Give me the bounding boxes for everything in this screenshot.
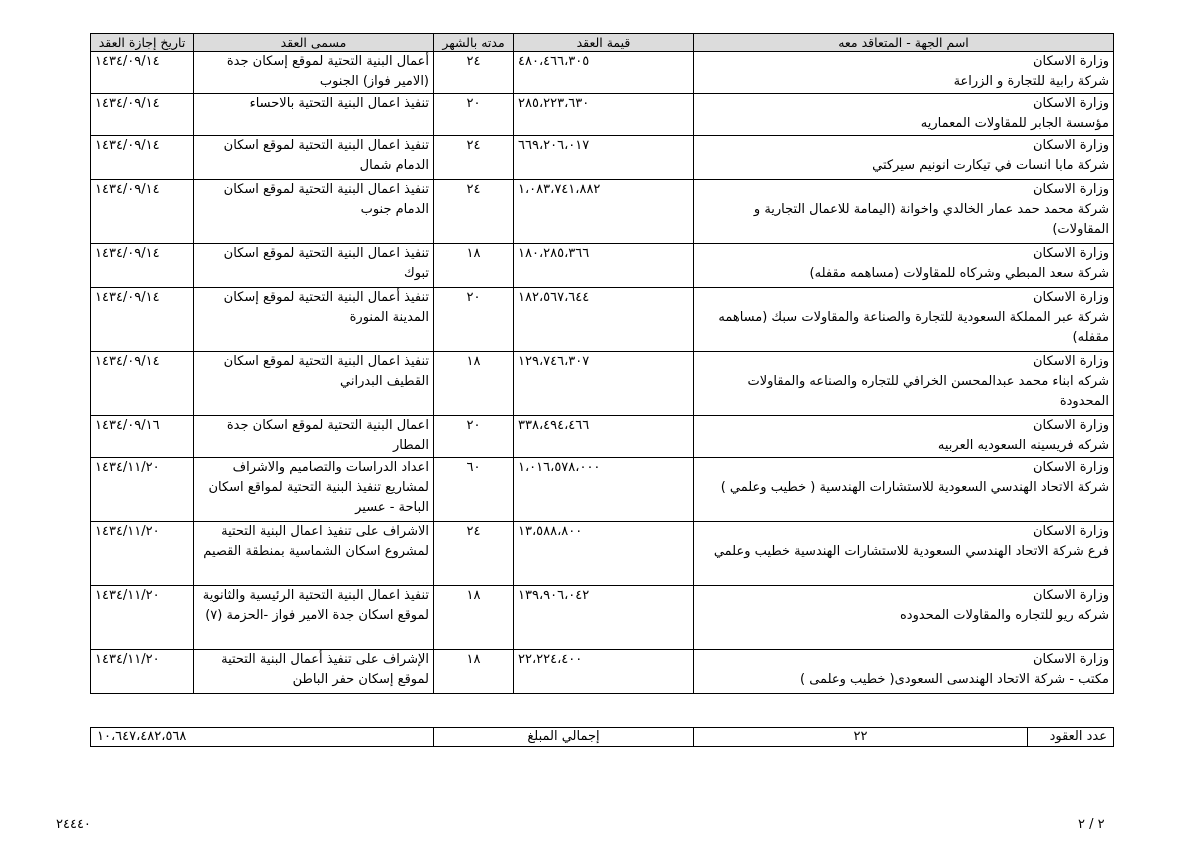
approval-date-cell: ١٤٣٤/٠٩/١٤ — [91, 288, 194, 352]
contract-name-cell: اعداد الدراسات والتصاميم والاشراف لمشاريع تنفيذ البنية التحتية لمواقع اسكان الباحة - عسير — [194, 458, 434, 522]
approval-date-cell: ١٤٣٤/٠٩/١٤ — [91, 244, 194, 288]
duration-cell: ١٨ — [434, 650, 514, 694]
party-cell — [694, 522, 1114, 586]
contractor-name: مكتب - شركة الاتحاد الهندسى السعودى( خطيب وعلمى ) — [800, 672, 1109, 687]
party-cell — [694, 458, 1114, 522]
contractor-name: شركه فريسينه السعوديه العربيه — [937, 438, 1109, 453]
contract-value-cell: ٢٨٥،٢٢٣،٦٣٠ — [514, 94, 694, 136]
duration-cell: ٢٠ — [434, 94, 514, 136]
ministry-name: وزارة الاسكان — [1033, 54, 1109, 69]
party-cell — [694, 52, 1114, 94]
contract-name-cell: تنفيذ اعمال البنية التحتية لموقع اسكان تبوك — [194, 244, 434, 288]
ministry-name: وزارة الاسكان — [1033, 418, 1109, 433]
summary-row — [91, 728, 1114, 747]
party-cell — [694, 244, 1114, 288]
table-row — [91, 458, 1114, 522]
header-months: مدته بالشهر — [434, 34, 514, 52]
approval-date-cell: ١٤٣٤/٠٩/١٤ — [91, 52, 194, 94]
table-row — [91, 52, 1114, 94]
summary-table — [90, 727, 1114, 747]
duration-cell: ١٨ — [434, 244, 514, 288]
ministry-name: وزارة الاسكان — [1033, 96, 1109, 111]
table-row — [91, 650, 1114, 694]
approval-date-cell: ١٤٣٤/١١/٢٠ — [91, 522, 194, 586]
header-value: قيمة العقد — [514, 34, 694, 52]
contract-value-cell: ١٨٢،٥٦٧،٦٤٤ — [514, 288, 694, 352]
contract-value-cell: ١٣٩،٩٠٦،٠٤٢ — [514, 586, 694, 650]
total-amount-label: إجمالي المبلغ — [434, 728, 694, 747]
table-row — [91, 94, 1114, 136]
party-cell — [694, 180, 1114, 244]
contractor-name: فرع شركة الاتحاد الهندسي السعودية للاستشارات الهندسية خطيب وعلمي — [713, 544, 1109, 559]
ministry-name: وزارة الاسكان — [1033, 290, 1109, 305]
table-row — [91, 586, 1114, 650]
contractor-name: شركه ريو للتجاره والمقاولات المحدوده — [899, 608, 1109, 623]
contract-value-cell: ١،٠٨٣،٧٤١،٨٨٢ — [514, 180, 694, 244]
party-cell — [694, 352, 1114, 416]
ministry-name: وزارة الاسكان — [1033, 588, 1109, 603]
approval-date-cell: ١٤٣٤/٠٩/١٤ — [91, 136, 194, 180]
contractor-name: شركة الاتحاد الهندسي السعودية للاستشارات الهندسية ( خطيب وعلمي ) — [720, 480, 1109, 495]
contract-value-cell: ٣٣٨،٤٩٤،٤٦٦ — [514, 416, 694, 458]
contract-name-cell: أعمال البنية التحتية لموقع إسكان جدة (الامير فواز) الجنوب — [194, 52, 434, 94]
ministry-name: وزارة الاسكان — [1033, 138, 1109, 153]
contract-value-cell: ٢٢،٢٢٤،٤٠٠ — [514, 650, 694, 694]
approval-date-cell: ١٤٣٤/٠٩/١٤ — [91, 180, 194, 244]
duration-cell: ٢٠ — [434, 288, 514, 352]
contract-name-cell: الاشراف على تنفيذ اعمال البنية التحتية لمشروع اسكان الشماسية بمنطقة القصيم — [194, 522, 434, 586]
contract-name-cell: تنفيذ اعمال البنية التحتية الرئيسية والثانوية لموقع اسكان جدة الامير فواز -الحزمة (٧) — [194, 586, 434, 650]
ministry-name: وزارة الاسكان — [1033, 460, 1109, 475]
duration-cell: ١٨ — [434, 352, 514, 416]
ministry-name: وزارة الاسكان — [1033, 182, 1109, 197]
party-cell — [694, 94, 1114, 136]
contract-name-cell: تنفيذ اعمال البنية التحتية لموقع اسكان الدمام جنوب — [194, 180, 434, 244]
duration-cell: ٢٤ — [434, 180, 514, 244]
table-body — [91, 52, 1114, 694]
duration-cell: ٢٤ — [434, 136, 514, 180]
contracts-table — [90, 33, 1114, 694]
duration-cell: ٢٠ — [434, 416, 514, 458]
contract-value-cell: ١٨٠،٢٨٥،٣٦٦ — [514, 244, 694, 288]
contractor-name: مؤسسة الجابر للمقاولات المعماريه — [920, 116, 1109, 131]
table-row — [91, 352, 1114, 416]
contractor-name: شركة سعد المبطي وشركاه للمقاولات (مساهمه مقفله) — [809, 266, 1109, 281]
ministry-name: وزارة الاسكان — [1033, 246, 1109, 261]
duration-cell: ١٨ — [434, 586, 514, 650]
duration-cell: ٦٠ — [434, 458, 514, 522]
approval-date-cell: ١٤٣٤/٠٩/١٤ — [91, 352, 194, 416]
header-contract-name: مسمى العقد — [194, 34, 434, 52]
footer-code: ٢٤٤٤٠ — [56, 817, 91, 832]
header-party: اسم الجهة - المتعاقد معه — [694, 34, 1114, 52]
contract-value-cell: ١،٠١٦،٥٧٨،٠٠٠ — [514, 458, 694, 522]
contract-value-cell: ٤٨٠،٤٦٦،٣٠٥ — [514, 52, 694, 94]
contract-value-cell: ١٣،٥٨٨،٨٠٠ — [514, 522, 694, 586]
contractor-name: شركة مابا انسات في تيكارت انونيم سيركتي — [872, 158, 1109, 173]
contract-name-cell: تنفيذ أعمال البنية التحتية لموقع إسكان المدينة المنورة — [194, 288, 434, 352]
contract-name-cell: تنفيذ اعمال البنية التحتية لموقع اسكان القطيف البدراني — [194, 352, 434, 416]
page-number: ٢ / ٢ — [1078, 817, 1105, 832]
party-cell — [694, 288, 1114, 352]
duration-cell: ٢٤ — [434, 522, 514, 586]
approval-date-cell: ١٤٣٤/٠٩/١٤ — [91, 94, 194, 136]
contract-name-cell: تنفيذ اعمال البنية التحتية لموقع اسكان الدمام شمال — [194, 136, 434, 180]
approval-date-cell: ١٤٣٤/١١/٢٠ — [91, 458, 194, 522]
contract-name-cell: الإشراف على تنفيذ أعمال البنية التحتية لموقع إسكان حفر الباطن — [194, 650, 434, 694]
table-row — [91, 288, 1114, 352]
contract-value-cell: ١٢٩،٧٤٦،٣٠٧ — [514, 352, 694, 416]
total-amount-value: ١٠،٦٤٧،٤٨٢،٥٦٨ — [91, 728, 434, 747]
contract-name-cell: اعمال البنية التحتية لموقع اسكان جدة المطار — [194, 416, 434, 458]
table-header-row — [91, 34, 1114, 52]
header-date: تاريخ إجازة العقد — [91, 34, 194, 52]
table-row — [91, 244, 1114, 288]
party-cell — [694, 650, 1114, 694]
contractor-name: شركة محمد حمد عمار الخالدي واخوانة (اليمامة للاعمال التجارية و المقاولات) — [753, 202, 1109, 237]
contract-count-value: ٢٢ — [694, 728, 1028, 747]
contract-count-label: عدد العقود — [1028, 728, 1114, 747]
party-cell — [694, 416, 1114, 458]
approval-date-cell: ١٤٣٤/١١/٢٠ — [91, 586, 194, 650]
contract-name-cell: تنفيذ اعمال البنية التحتية بالاحساء — [194, 94, 434, 136]
table-row — [91, 180, 1114, 244]
table-row — [91, 136, 1114, 180]
approval-date-cell: ١٤٣٤/١١/٢٠ — [91, 650, 194, 694]
ministry-name: وزارة الاسكان — [1033, 652, 1109, 667]
contractor-name: شركه ابناء محمد عبدالمحسن الخرافي للتجاره والصناعه والمقاولات المحدودة — [747, 374, 1109, 409]
table-row — [91, 522, 1114, 586]
ministry-name: وزارة الاسكان — [1033, 524, 1109, 539]
contractor-name: شركة عبر المملكة السعودية للتجارة والصناعة والمقاولات سبك (مساهمه مقفله) — [718, 310, 1109, 345]
table-row — [91, 416, 1114, 458]
party-cell — [694, 586, 1114, 650]
approval-date-cell: ١٤٣٤/٠٩/١٦ — [91, 416, 194, 458]
contract-value-cell: ٦٦٩،٢٠٦،٠١٧ — [514, 136, 694, 180]
party-cell — [694, 136, 1114, 180]
contractor-name: شركة رابية للتجارة و الزراعة — [953, 74, 1109, 89]
ministry-name: وزارة الاسكان — [1033, 354, 1109, 369]
duration-cell: ٢٤ — [434, 52, 514, 94]
